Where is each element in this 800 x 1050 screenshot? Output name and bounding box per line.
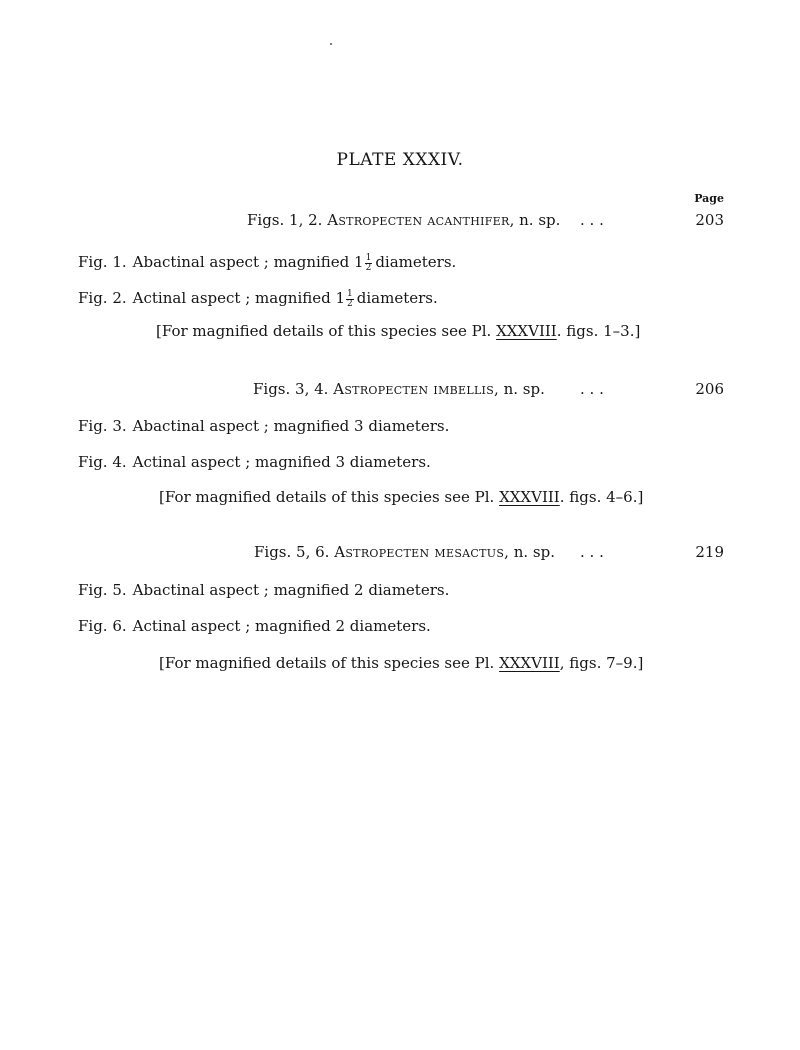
figure-line-6 bbox=[78, 617, 431, 635]
plate-reference: XXXVIII bbox=[499, 488, 560, 506]
plate-reference: XXXVIII bbox=[499, 654, 560, 672]
figure-text: Abactinal aspect ; magnified 2 diameters. bbox=[132, 581, 450, 599]
figure-text: Actinal aspect ; magnified 2 diameters. bbox=[132, 617, 431, 635]
figure-label: Fig. 6. bbox=[78, 617, 127, 635]
details-note-3: [For magnified details of this species see Pl. XXXVIII, figs. 7–9.] bbox=[159, 654, 644, 672]
figs-label: Figs. 5, 6. bbox=[254, 543, 330, 561]
details-note-1: [For magnified details of this species see Pl. XXXVIII. figs. 1–3.] bbox=[156, 322, 641, 340]
figure-line-4 bbox=[78, 453, 431, 471]
figure-line-2 bbox=[78, 289, 438, 309]
species-heading-2 bbox=[0, 380, 724, 402]
species-heading-3 bbox=[0, 543, 724, 565]
figure-text: Abactinal aspect ; magnified 3 diameters. bbox=[132, 417, 450, 435]
details-note-2: [For magnified details of this species see Pl. XXXVIII. figs. 4–6.] bbox=[159, 488, 644, 506]
figure-text: Actinal aspect ; magnified 3 diameters. bbox=[132, 453, 431, 471]
page-number: 206 bbox=[695, 380, 724, 398]
fraction: $\frac{1}{2}$ bbox=[365, 252, 372, 273]
page-number: 219 bbox=[695, 543, 724, 561]
figs-label: Figs. 3, 4. bbox=[253, 380, 329, 398]
figure-label: Fig. 1. bbox=[78, 253, 127, 271]
page-number: 203 bbox=[695, 211, 724, 229]
species-suffix: , n. sp. bbox=[494, 380, 545, 398]
figure-text: Abactinal aspect ; magnified 1 bbox=[132, 253, 364, 271]
page-column-header: Page bbox=[694, 192, 724, 205]
species-heading-1 bbox=[0, 211, 724, 233]
species-suffix: , n. sp. bbox=[509, 211, 561, 229]
plate-title: PLATE XXXIV. bbox=[336, 150, 464, 170]
species-name: Astropecten mesactus bbox=[334, 543, 505, 561]
figure-line-3 bbox=[78, 417, 449, 435]
scan-speck bbox=[330, 43, 332, 45]
figure-text-after: diameters. bbox=[375, 253, 457, 271]
figs-label: Figs. 1, 2. bbox=[247, 211, 323, 229]
dot-leader: . . . bbox=[580, 380, 604, 398]
dot-leader: . . . bbox=[580, 211, 604, 229]
figure-text: Actinal aspect ; magnified 1 bbox=[132, 289, 346, 307]
dot-leader: . . . bbox=[580, 543, 604, 561]
figure-text-after: diameters. bbox=[356, 289, 438, 307]
figure-line-1 bbox=[78, 253, 456, 273]
species-name: Astropecten imbellis bbox=[333, 380, 495, 398]
figure-label: Fig. 4. bbox=[78, 453, 127, 471]
figure-label: Fig. 2. bbox=[78, 289, 127, 307]
species-suffix: , n. sp. bbox=[504, 543, 555, 561]
plate-reference: XXXVIII bbox=[496, 322, 557, 340]
fraction: $\frac{1}{2}$ bbox=[347, 288, 353, 309]
figure-line-5 bbox=[78, 581, 449, 599]
figure-label: Fig. 5. bbox=[78, 581, 127, 599]
figure-label: Fig. 3. bbox=[78, 417, 127, 435]
species-name: Astropecten acanthifer bbox=[327, 211, 510, 229]
